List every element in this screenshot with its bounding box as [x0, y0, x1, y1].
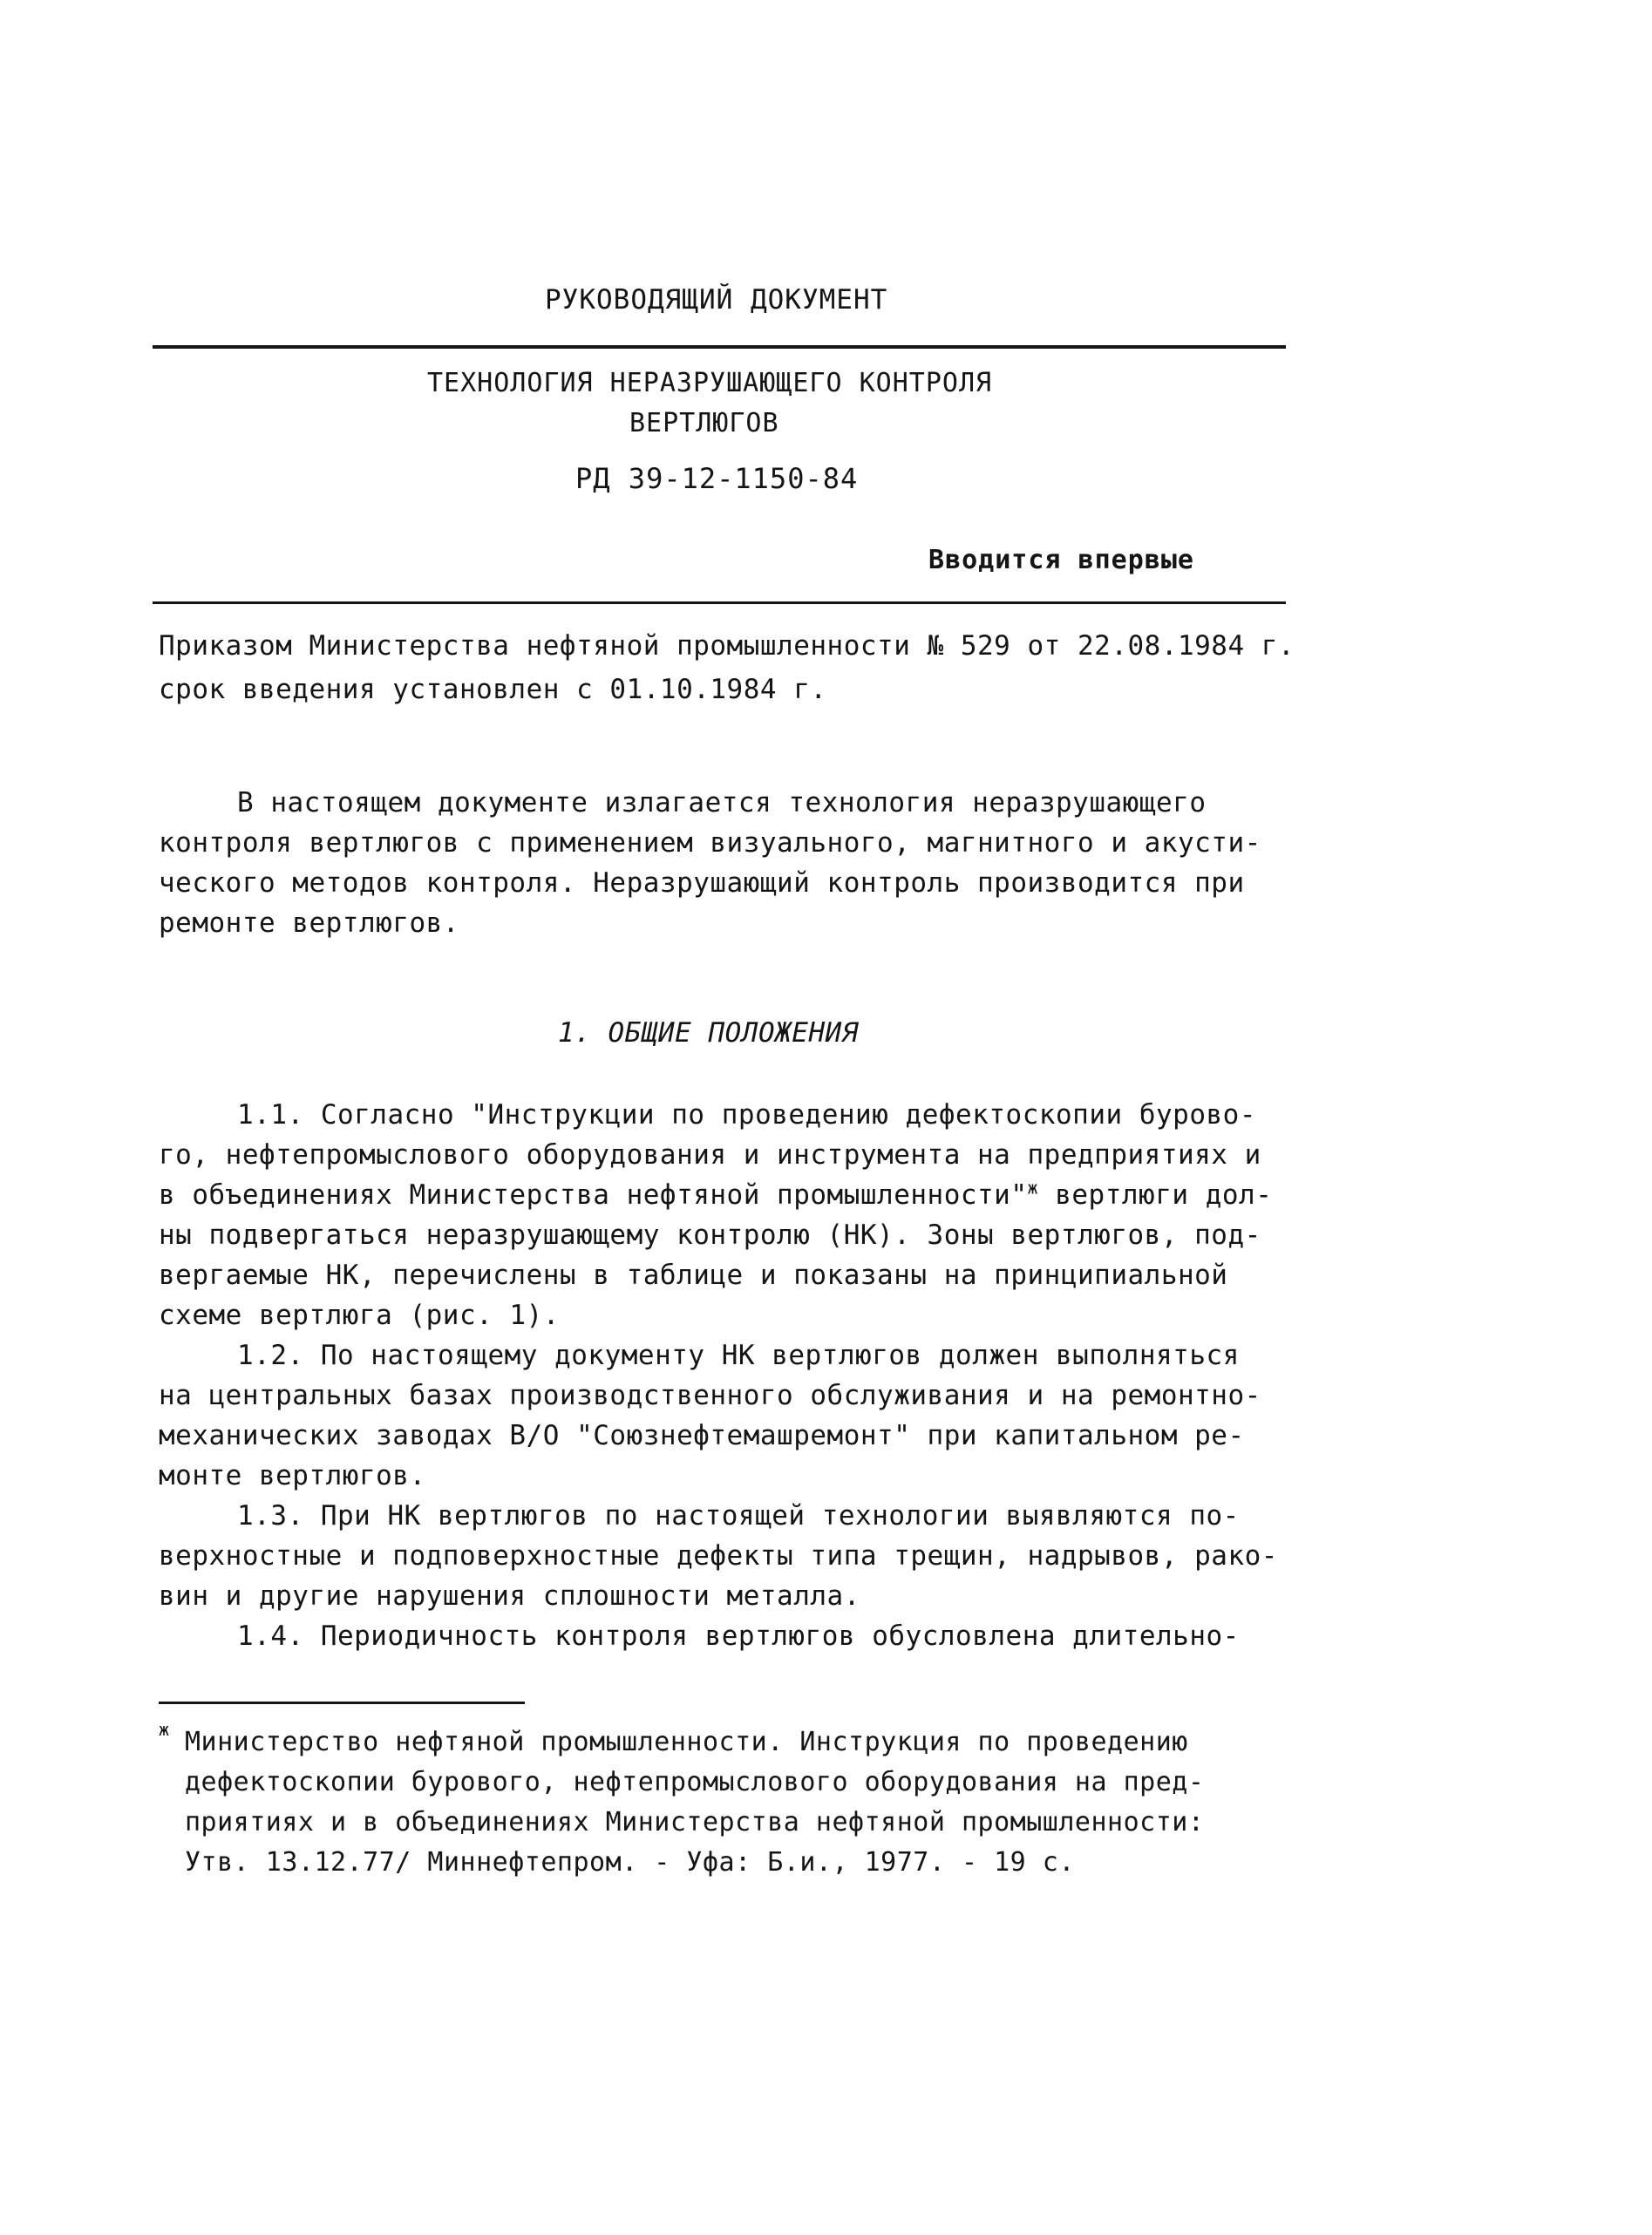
paragraph-1-1-line-5: вергаемые НК, перечислены в таблице и показаны на принципиальной [159, 1260, 1228, 1291]
paragraph-1-1-line-3-text: в объединениях Министерства нефтяной промышленности" [159, 1179, 1028, 1211]
paragraph-1-3-line-3: вин и другие нарушения сплошности металла. [159, 1580, 860, 1612]
abstract-line-3: ческого методов контроля. Неразрушающий контроль производится при [159, 867, 1245, 899]
footnote-reference-mark: ж [1027, 1177, 1039, 1199]
footnote-line-3: приятиях и в объединениях Министерства нефтяной промышленности: [185, 1807, 1205, 1838]
paragraph-1-1-line-2: го, нефтепромыслового оборудования и инструмента на предприятиях и [159, 1139, 1261, 1171]
paragraph-1-3-line-1: 1.3. При НК вертлюгов по настоящей технологии выявляются по- [237, 1500, 1240, 1532]
header-rule-bottom [153, 601, 1286, 604]
document-title-line2: ВЕРТЛЮГОВ [629, 408, 779, 438]
paragraph-1-1-line-4: ны подвергаться неразрушающему контролю (НК). Зоны вертлюгов, под- [159, 1219, 1261, 1251]
paragraph-1-4-line-1: 1.4. Периодичность контроля вертлюгов обусловлена длительно- [237, 1620, 1240, 1652]
footnote-line-1: Министерство нефтяной промышленности. Инструкция по проведению [185, 1727, 1188, 1757]
footnote-line-2: дефектоскопии бурового, нефтепромыслового оборудования на пред- [185, 1767, 1205, 1797]
document-type: РУКОВОДЯЩИЙ ДОКУМЕНТ [545, 284, 888, 316]
intro-note: Вводится впервые [928, 545, 1194, 575]
header-rule-top [153, 345, 1286, 349]
paragraph-1-2-line-4: монте вертлюгов. [159, 1460, 426, 1491]
section-title: 1. ОБЩИЕ ПОЛОЖЕНИЯ [558, 1017, 859, 1049]
paragraph-1-2-line-2: на центральных базах производственного обслуживания и на ремонтно- [159, 1380, 1261, 1411]
order-line-1: Приказом Министерства нефтяной промышленности № 529 от 22.08.1984 г. [159, 630, 1295, 662]
footnote-mark: ж [159, 1719, 170, 1740]
order-line-2: срок введения установлен с 01.10.1984 г. [159, 674, 827, 705]
abstract-line-4: ремонте вертлюгов. [159, 907, 459, 939]
paragraph-1-1-line-6: схеме вертлюга (рис. 1). [159, 1300, 560, 1331]
paragraph-1-1-line-1: 1.1. Согласно "Инструкции по проведению дефектоскопии бурово- [237, 1099, 1256, 1131]
paragraph-1-2-line-3: механических заводах В/О "Союзнефтемашремонт" при капитальном ре- [159, 1420, 1245, 1451]
abstract-line-1: В настоящем документе излагается технология неразрушающего [237, 787, 1207, 819]
document-title-line1: ТЕХНОЛОГИЯ НЕРАЗРУШАЮЩЕГО КОНТРОЛЯ [427, 368, 993, 398]
paragraph-1-2-line-1: 1.2. По настоящему документу НК вертлюгов должен выполняться [237, 1340, 1240, 1371]
footnote-separator [159, 1702, 525, 1704]
paragraph-1-3-line-2: верхностные и подповерхностные дефекты типа трещин, надрывов, рако- [159, 1540, 1278, 1572]
abstract-line-2: контроля вертлюгов с применением визуального, магнитного и акусти- [159, 827, 1261, 859]
document-code: РД 39-12-1150-84 [575, 462, 859, 495]
paragraph-1-1-line-3-tail: вертлюги дол- [1038, 1179, 1273, 1211]
footnote-line-4: Утв. 13.12.77/ Миннефтепром. - Уфа: Б.и., 1977. - 19 с. [185, 1847, 1075, 1878]
paragraph-1-1-line-3 [159, 1175, 1272, 1215]
